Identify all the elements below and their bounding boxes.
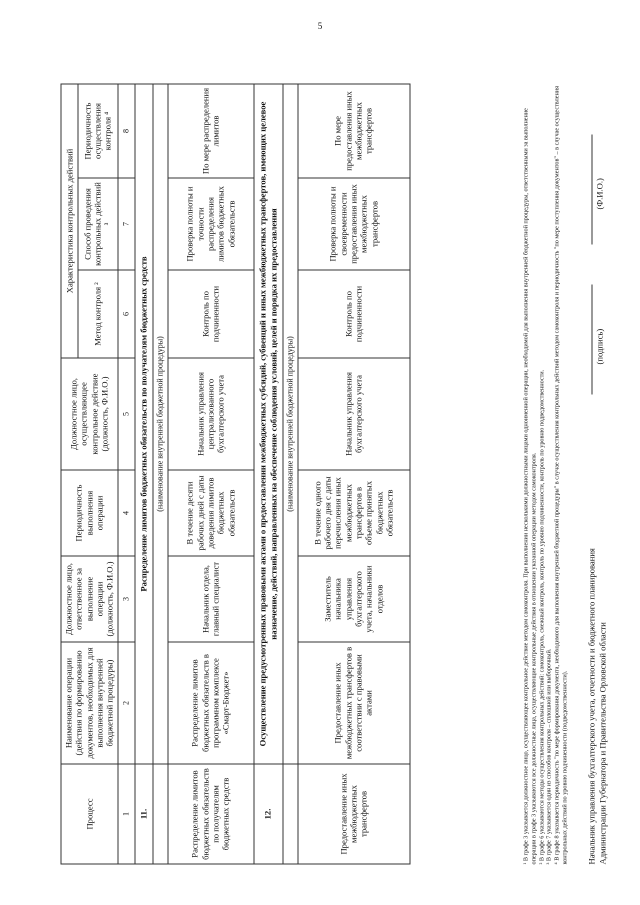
s11-responsible: Начальник отдела, главный специалист	[167, 556, 253, 642]
footnote: ⁴ В графе 8 указывается периодичность "по мере формирования документа, необходимого для выполнения внутренней бюджетной процедуры" в случае осуществления контрольных действий методом самоконтроля и периодичность "по мере поступления документов" – в случае осуществления контрольных действий по уровню подчиненности (подведомственности).	[553, 86, 568, 865]
header-row-1	[61, 84, 78, 864]
column-number: 1	[117, 764, 134, 864]
column-number: 7	[117, 178, 134, 270]
section-11-title: Распределение лимитов бюджетных обязательств по получателям бюджетных средств	[134, 84, 152, 764]
signature-line	[591, 285, 592, 395]
column-number: 5	[117, 358, 134, 470]
section-12-title-row	[253, 84, 282, 864]
section-11-subtitle: (наименование внутренней бюджетной процедуры)	[152, 84, 167, 764]
control-card-table	[60, 84, 410, 865]
header-characteristics: Характеристика контрольных действий	[61, 84, 78, 358]
fio-caption: (Ф.И.О.)	[594, 178, 604, 210]
header-method: Метод контроля ²	[77, 270, 117, 358]
header-responsible: Должностное лицо, ответственное за выполнение операции (должность, Ф.И.О.)	[61, 556, 118, 642]
section-11-title-row	[134, 84, 152, 864]
section-11-number: 11.	[134, 764, 152, 864]
s11-operation: Распределение лимитов бюджетных обязательств в программном комплексе «Смарт-Бюджет»	[167, 642, 253, 764]
fio-line	[591, 135, 592, 245]
section-11-row	[167, 84, 253, 864]
page-number: 5	[317, 21, 323, 31]
s12-method: Контроль по подчиненности	[297, 270, 409, 358]
header-way: Способ проведения контрольных действий ³	[77, 178, 117, 270]
footnote: ³ В графе 7 указывается один из способов контроля – сплошной или выборочный.	[545, 648, 553, 865]
footnotes	[522, 85, 569, 865]
s11-way: Проверка полноты и точности распределения лимитов бюджетных обязательств	[167, 178, 253, 270]
s11-process: Распределение лимитов бюджетных обязательств по получателям бюджетных средств	[167, 764, 253, 864]
section-11-subtitle-row	[152, 84, 167, 864]
column-number: 3	[117, 556, 134, 642]
s12-responsible: Заместитель начальника управления бухгалтерского учета, начальники отделов	[297, 556, 409, 642]
header-controller: Должностное лицо, осуществляющее контрольное действие (должность, Ф.И.О.)	[61, 358, 118, 470]
footnote: ² В графе 6 указываются методы осуществления контрольных действий: самоконтроль, смежный контроль, контроль по уровню подчиненности, контроль по уровню подведомственности.	[537, 369, 545, 865]
section-12-subtitle-row	[282, 84, 297, 864]
column-number: 4	[117, 470, 134, 556]
section-12-subtitle: (наименование внутренней бюджетной процедуры)	[282, 84, 297, 764]
s11-controller: Начальник управления централизованного бухгалтерского учета	[167, 358, 253, 470]
signer-position-line1: Начальник управления бухгалтерского учета, отчетности и бюджетного планирования	[586, 548, 596, 865]
section-12-number: 12.	[253, 764, 282, 864]
header-control-periodicity: Периодичность осуществления контроля ⁴	[77, 84, 117, 178]
signer-position-line2: Администрации Губернатора и Правительства Орловской области	[596, 622, 607, 865]
s12-process: Предоставление иных межбюджетных трансфертов	[297, 764, 409, 864]
column-numbers-row	[117, 84, 134, 864]
s12-operation: Предоставление иных межбюджетных трансфертов в соответствии с правовыми актами	[297, 642, 409, 764]
footnote: ¹ В графе 3 указывается должностное лицо, осуществляющее контрольное действие методом самоконтроля. При выполнении несколькими должностными лицами одноименной операции, необходимой для выполнения внутренней бюджетной процедуры, ответственными за выполнение операции в графе 3 указываются все должностные лица, осуществляющие контрольные действия в отношении указанной операции методом самоконтроля.	[522, 108, 537, 865]
section-12-title: Осуществление предусмотренных правовыми актами о предоставлении межбюджетных субсидий, субвенций и иных межбюджетных трансфертов, имеющих целевое назначение, действий, направленных на обеспечение соблюдения условий, целей и порядка их предоставления	[253, 84, 282, 764]
rotated-page-content	[20, 20, 620, 885]
s11-control-periodicity: По мере распределения лимитов	[167, 84, 253, 178]
header-process: Процесс	[61, 764, 118, 864]
s12-controller: Начальник управления бухгалтерского учета	[297, 358, 409, 470]
s12-periodicity: В течение одного рабочего дня с даты перечисления иных межбюджетных трансфертов в объеме принятых бюджетных обязательств	[297, 470, 409, 556]
signature-block	[586, 548, 607, 864]
column-number: 6	[117, 270, 134, 358]
section-12-row	[297, 84, 409, 864]
column-number: 8	[117, 84, 134, 178]
s11-periodicity: В течение десяти рабочих дней с даты доведения лимитов бюджетных обязательств	[167, 470, 253, 556]
column-number: 2	[117, 642, 134, 764]
header-operation: Наименование операции (действия по формированию документов, необходимых для выполнения внутренней бюджетной процедуры)	[61, 642, 118, 764]
s12-control-periodicity: По мере предоставления иных межбюджетных трансфертов	[297, 84, 409, 178]
signature-caption: (подпись)	[594, 328, 604, 365]
header-periodicity: Периодичность выполнения операции	[61, 470, 118, 556]
s12-way: Проверка полноты и своевременности предоставления иных межбюджетных трансфертов	[297, 178, 409, 270]
s11-method: Контроль по подчиненности	[167, 270, 253, 358]
